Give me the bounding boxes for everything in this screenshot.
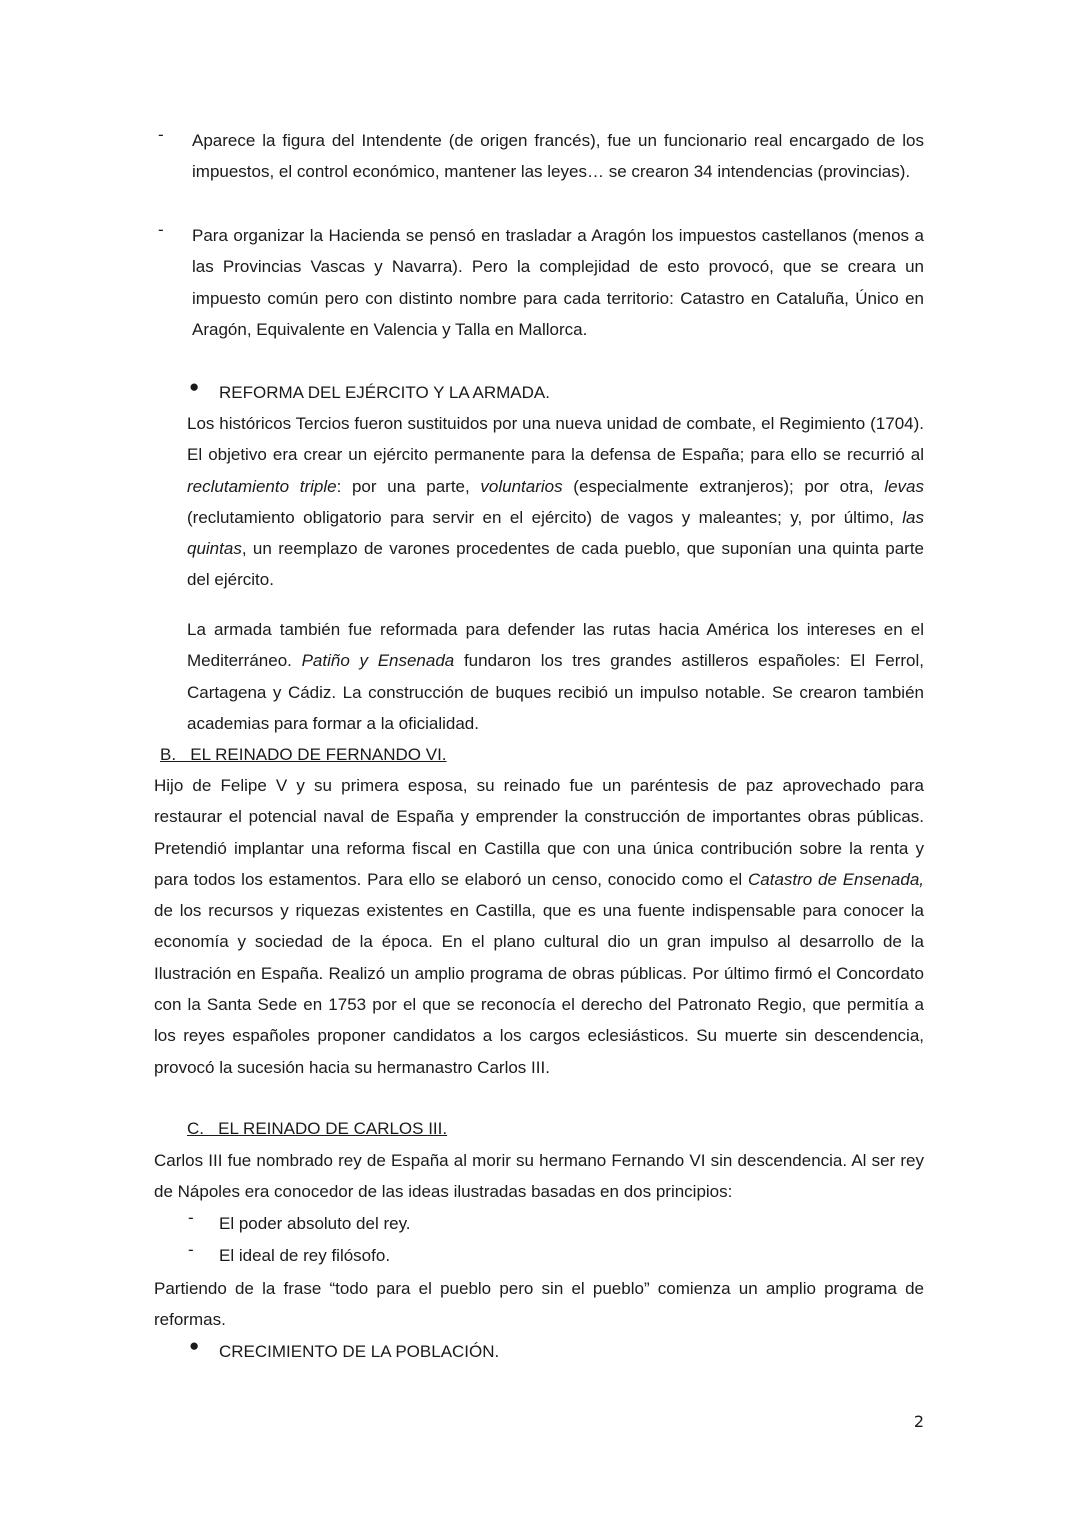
dash-marker: - — [188, 1208, 194, 1227]
section-heading-poblacion: CRECIMIENTO DE LA POBLACIÓN. — [219, 1342, 500, 1361]
list-item-text: Aparece la figura del Intendente (de origen francés), fue un funcionario real encargado de los impuestos, el control económico, mantener las leyes… se crearon 34 intendencias (provincias). — [192, 131, 924, 182]
list-item-text: Para organizar la Hacienda se pensó en trasladar a Aragón los impuestos castellanos (menos a las Provincias Vascas y Navarra). Pero la complejidad de esto provocó, que se creara un impuesto común pero con distinto nombre para cada territorio: Catastro en Cataluña, Único en Aragón, Equivalente en Valencia y Talla en Mallorca. — [192, 226, 924, 339]
list-item-text: El ideal de rey filósofo. — [219, 1246, 391, 1265]
dash-marker: - — [158, 220, 164, 239]
paragraph-armada: La armada también fue reformada para defender las rutas hacia América los intereses en el Mediterráneo. Patiño y Ensenada fundaron los tres grandes astilleros españoles: El Ferrol, Cartagena y Cádiz. La construcción de buques recibió un impulso notable. Se crearon también academias para formar a la oficialidad. — [187, 620, 924, 733]
paragraph-ejercito: Los históricos Tercios fueron sustituidos por una nueva unidad de combate, el Regimiento (1704). El objetivo era crear un ejército permanente para la defensa de España; para ello se recurrió al reclutamiento triple: por una parte, voluntarios (especialmente extranjeros); por otra, levas (reclutamiento obligatorio para servir en el ejército) de vagos y maleantes; y, por último, las quintas, un reemplazo de varones procedentes de cada pueblo, que suponían una quinta parte del ejército. — [187, 414, 924, 590]
section-heading-fernando: B. EL REINADO DE FERNANDO VI. — [160, 745, 447, 764]
bullet-marker: ● — [189, 1336, 200, 1355]
dash-marker: - — [188, 1240, 194, 1259]
page-number: 2 — [913, 1412, 924, 1431]
section-heading-ejercito: REFORMA DEL EJÉRCITO Y LA ARMADA. — [219, 383, 550, 402]
section-heading-carlos: C. EL REINADO DE CARLOS III. — [187, 1119, 448, 1138]
dash-marker: - — [158, 125, 164, 144]
paragraph-carlos-reformas: Partiendo de la frase “todo para el pueblo pero sin el pueblo” comienza un amplio programa de reformas. — [154, 1279, 924, 1330]
paragraph-fernando: Hijo de Felipe V y su primera esposa, su reinado fue un paréntesis de paz aprovechado para restaurar el potencial naval de España y emprender la construcción de importantes obras públicas. Pretendió implantar una reforma fiscal en Castilla que con una única contribución sobre la renta y para todos los estamentos. Para ello se elaboró un censo, conocido como el Catastro de Ensenada, de los recursos y riquezas existentes en Castilla, que es una fuente indispensable para conocer la economía y sociedad de la época. En el plano cultural dio un gran impulso al desarrollo de la Ilustración en España. Realizó un amplio programa de obras públicas. Por último firmó el Concordato con la Santa Sede en 1753 por el que se reconocía el derecho del Patronato Regio, que permitía a los reyes españoles proponer candidatos a los cargos eclesiásticos. Su muerte sin descendencia, provocó la sucesión hacia su hermanastro Carlos III. — [154, 776, 924, 1077]
bullet-marker: ● — [189, 377, 200, 396]
paragraph-carlos-intro: Carlos III fue nombrado rey de España al morir su hermano Fernando VI sin descendencia. Al ser rey de Nápoles era conocedor de las ideas ilustradas basadas en dos principios: — [154, 1151, 924, 1202]
list-item-text: El poder absoluto del rey. — [219, 1214, 411, 1233]
